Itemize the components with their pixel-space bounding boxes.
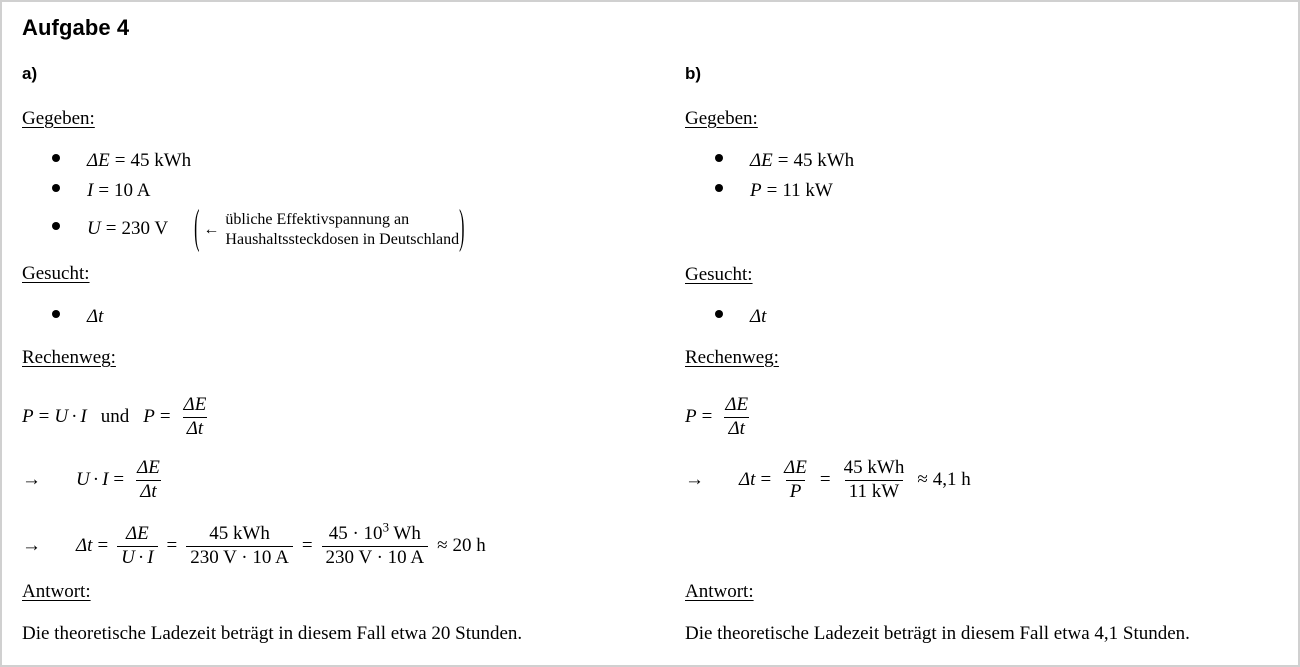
equals-sign: = [159,406,171,428]
fraction-denominator: 230 V · 10 A [186,546,293,569]
equals-sign: = [766,180,778,201]
fraction-kwh-over-v-a [186,524,293,569]
given-value: 11 kW [782,180,833,201]
equals-sign: = [105,218,117,240]
symbol-delta-t: Δt [739,469,756,491]
fraction-numerator: ΔE [725,394,749,415]
answer-text-b: Die theoretische Ladezeit beträgt in diesem Fall etwa 4,1 Stunden. [685,623,1190,644]
answer-heading-b: Antwort: [685,581,754,602]
equals-sign: = [777,150,789,171]
given-item-a-1 [52,150,191,172]
fraction-kwh-over-kw [840,458,909,503]
fraction-numerator: ΔE [125,523,149,544]
sought-symbol: Δt [750,306,767,327]
method-heading-b: Rechenweg: [685,347,779,368]
fraction-denominator: 11 kW [845,480,903,503]
implies-arrow-icon: → [685,469,704,491]
fraction-delta-e-over-delta-t [133,458,164,503]
implies-arrow-icon: → [22,535,41,557]
annotation-line-1: übliche Effektivspannung an [225,211,410,228]
symbol-p: P [685,406,697,428]
symbol-delta-t: Δt [76,535,93,557]
given-value: 10 A [114,180,151,201]
fraction-denominator-i: I [147,546,154,568]
given-symbol: P [750,180,762,201]
bullet-icon [715,154,723,162]
equals-sign: = [113,469,125,491]
equation-a-3 [22,519,486,569]
sought-heading-b: Gesucht: [685,264,753,285]
part-label-a: a) [22,64,38,83]
given-item-a-3 [52,203,465,255]
symbol-p: P [22,406,34,428]
result-value: 20 h [452,535,486,557]
method-heading-a: Rechenweg: [22,347,116,368]
equals-sign: = [97,535,109,557]
sought-item-b-1 [715,306,766,328]
fraction-numerator: ΔE [137,457,160,478]
bullet-icon [715,184,723,192]
column-part-a [22,2,642,667]
given-item-b-2 [715,180,833,202]
exponent: 3 [382,519,390,535]
conjunction-und: und [100,406,130,428]
fraction-denominator: P [789,480,802,502]
given-item-b-1 [715,150,854,172]
symbol-u: U [54,406,69,428]
symbol-u: U [76,469,90,491]
multiplication-dot: · [92,469,100,491]
equals-sign: = [701,406,713,428]
fraction-numerator: 45 kWh [209,523,270,544]
bullet-icon [52,154,60,162]
fraction-numerator: ΔE [183,394,207,415]
annotation-close-paren: ) [459,203,465,255]
fraction-delta-e-over-p [780,458,811,503]
fraction-numerator: 45 kWh [843,457,905,478]
answer-heading-a: Antwort: [22,581,91,602]
fraction-delta-e-over-delta-t [180,395,211,440]
implies-arrow-icon: → [22,469,41,491]
symbol-p: P [143,406,155,428]
symbol-i: I [80,406,87,428]
fraction-delta-e-over-u-i [117,524,157,569]
bullet-icon [715,310,723,318]
fraction-numerator-base: 45 · 10 [328,523,383,544]
given-value: 45 kWh [130,150,192,171]
fraction-wh-over-v-a [322,519,429,569]
equation-a-1 [22,395,214,440]
equation-b-2 [685,458,971,503]
given-heading-b: Gegeben: [685,108,758,129]
fraction-numerator-unit: Wh [389,523,421,544]
equation-a-2 [22,458,168,503]
column-part-b [685,2,1300,667]
fraction-denominator: Δt [140,480,157,502]
bullet-icon [52,222,60,230]
equals-sign: = [38,406,50,428]
result-value: 4,1 h [932,469,971,491]
equals-sign: = [114,150,126,171]
given-heading-a: Gegeben: [22,108,95,129]
fraction-denominator: Δt [728,417,745,439]
bullet-icon [52,310,60,318]
equation-b-1 [685,395,756,440]
equals-sign: = [760,469,772,491]
fraction-denominator-u: U [121,546,135,568]
symbol-i: I [102,469,109,491]
fraction-denominator: Δt [186,417,204,439]
fraction-numerator: ΔE [784,457,807,478]
part-label-b: b) [685,64,702,83]
given-symbol: ΔE [750,150,773,171]
equals-sign: = [98,180,110,201]
equals-sign: = [819,469,831,491]
fraction-denominator: 230 V · 10 A [322,546,429,569]
sought-heading-a: Gesucht: [22,263,90,284]
annotation-line-2: Haushaltssteckdosen in Deutschland [225,231,460,249]
given-symbol: ΔE [87,150,110,171]
given-value: 230 V [121,218,169,240]
answer-text-a: Die theoretische Ladezeit beträgt in diesem Fall etwa 20 Stunden. [22,623,523,644]
voltage-annotation [194,203,465,255]
given-item-a-2 [52,180,150,202]
given-symbol: U [87,218,101,240]
given-symbol: I [87,180,94,201]
multiplication-dot: · [71,406,78,428]
equals-sign: = [301,535,313,557]
approx-sign: ≈ [437,535,448,557]
page-title: Aufgabe 4 [22,15,130,40]
equals-sign: = [166,535,178,557]
multiplication-dot: · [137,546,145,568]
left-arrow-icon: ← [203,221,220,239]
bullet-icon [52,184,60,192]
sought-symbol: Δt [87,306,104,327]
given-value: 45 kWh [793,150,855,171]
fraction-delta-e-over-delta-t [721,395,752,440]
approx-sign: ≈ [917,469,928,491]
annotation-open-paren: ( [194,203,200,255]
sought-item-a-1 [52,306,103,328]
